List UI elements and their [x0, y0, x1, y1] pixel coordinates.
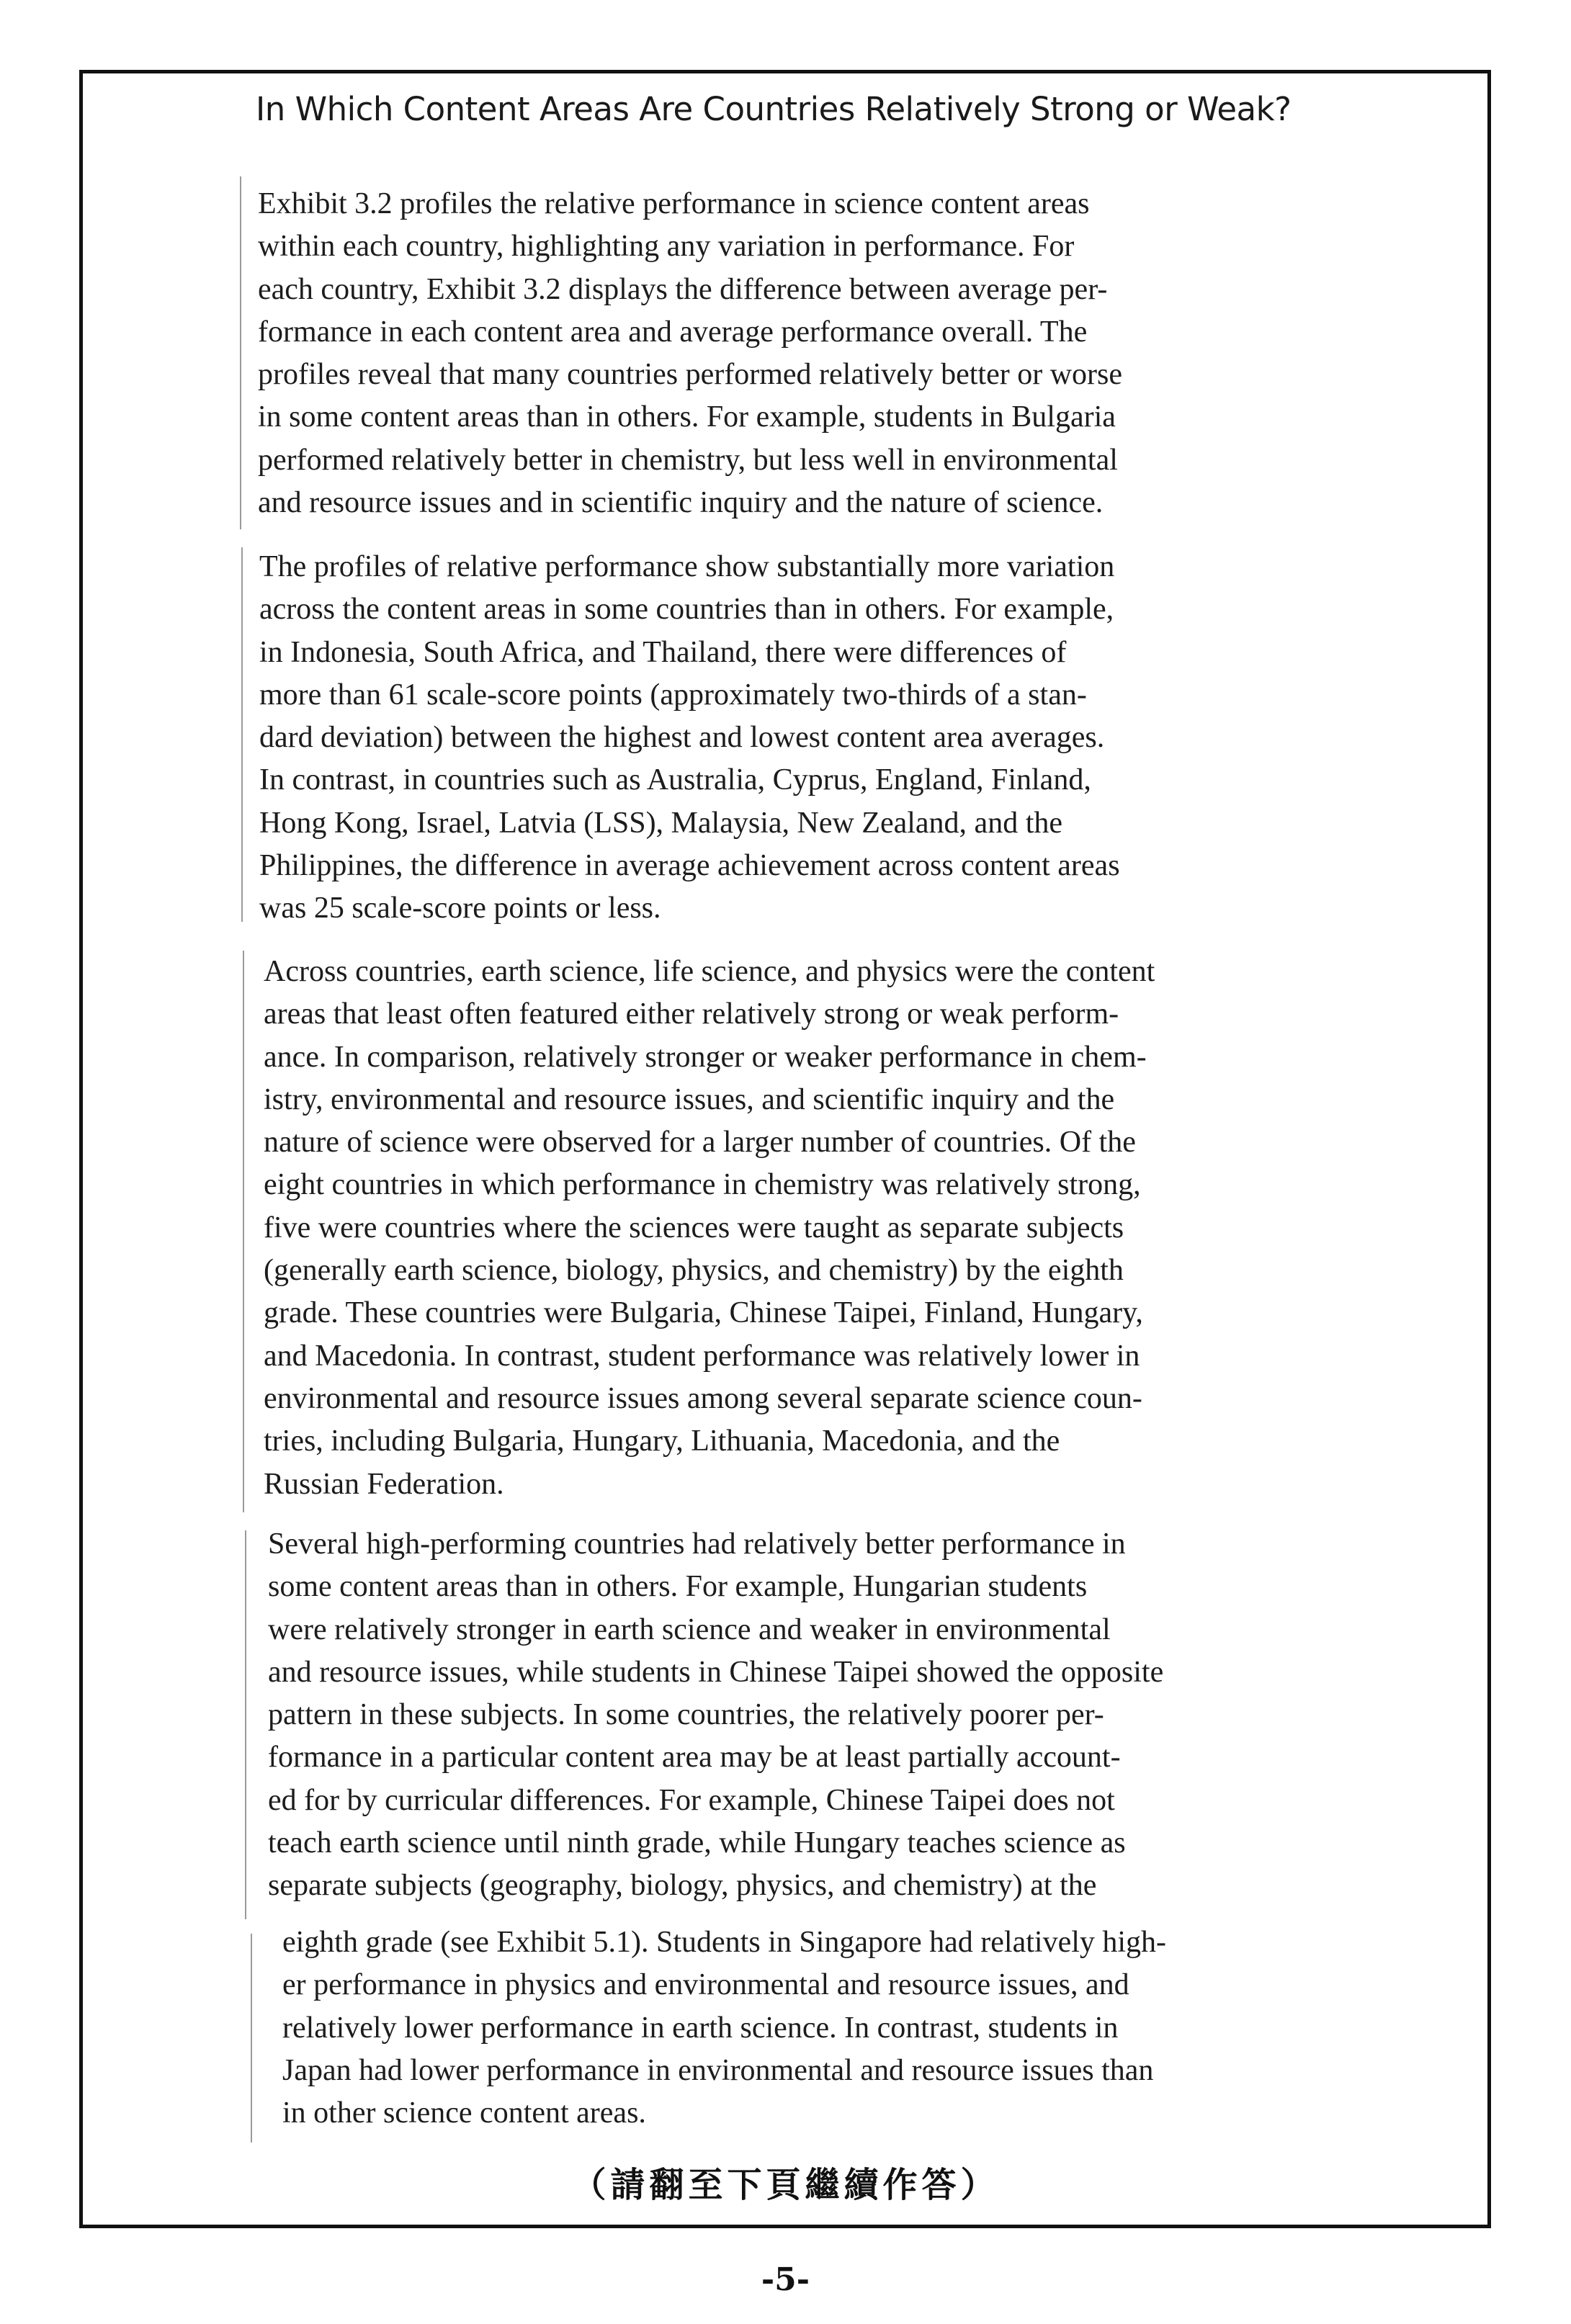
text-line: formance in a particular content area may be at least partially account- [268, 1741, 1121, 1775]
page-number: -5- [761, 2261, 810, 2298]
text-line: in other science content areas. [282, 2096, 646, 2130]
margin-rule [245, 1530, 246, 1919]
text-line: performed relatively better in chemistry, but less well in environmental [258, 443, 1118, 477]
text-line: grade. These countries were Bulgaria, Chinese Taipei, Finland, Hungary, [264, 1296, 1143, 1330]
text-line: er performance in physics and environmental and resource issues, and [282, 1968, 1129, 2002]
text-line: more than 61 scale-score points (approximately two-thirds of a stan- [259, 678, 1087, 712]
text-line: within each country, highlighting any variation in performance. For [258, 230, 1075, 264]
text-line: ance. In comparison, relatively stronger or weaker performance in chem- [264, 1040, 1147, 1074]
text-line: (generally earth science, biology, physics, and chemistry) by the eighth [264, 1254, 1124, 1288]
margin-rule [243, 951, 244, 1512]
text-line: istry, environmental and resource issues, and scientific inquiry and the [264, 1082, 1115, 1116]
text-line: formance in each content area and average performance overall. The [258, 315, 1088, 349]
text-line: ed for by curricular differences. For example, Chinese Taipei does not [268, 1783, 1115, 1817]
body-paragraph [258, 183, 1122, 524]
text-line: environmental and resource issues among several separate science coun- [264, 1381, 1142, 1415]
text-line: and resource issues, while students in Chinese Taipei showed the opposite [268, 1655, 1164, 1689]
continue-instruction: （請翻至下頁繼續作答） [571, 2165, 1000, 2205]
text-line: five were countries where the sciences were taught as separate subjects [264, 1211, 1124, 1244]
text-line: pattern in these subjects. In some countries, the relatively poorer per- [268, 1698, 1104, 1732]
body-paragraph [259, 546, 1120, 930]
text-line: Hong Kong, Israel, Latvia (LSS), Malaysia, New Zealand, and the [259, 806, 1063, 840]
text-line: areas that least often featured either relatively strong or weak perform- [264, 997, 1119, 1031]
text-line: some content areas than in others. For example, Hungarian students [268, 1570, 1088, 1604]
text-line: Across countries, earth science, life science, and physics were the content [264, 955, 1155, 988]
body-paragraph [264, 951, 1155, 1506]
text-line: relatively lower performance in earth science. In contrast, students in [282, 2011, 1119, 2045]
text-line: eight countries in which performance in chemistry was relatively strong, [264, 1168, 1141, 1202]
text-line: in Indonesia, South Africa, and Thailand, there were differences of [259, 635, 1067, 669]
body-paragraph [268, 1523, 1163, 1908]
text-line: tries, including Bulgaria, Hungary, Lithuania, Macedonia, and the [264, 1425, 1060, 1458]
text-line: in some content areas than in others. For example, students in Bulgaria [258, 400, 1116, 434]
text-line: The profiles of relative performance show substantially more variation [259, 550, 1115, 583]
text-line: Exhibit 3.2 profiles the relative performance in science content areas [258, 187, 1090, 220]
section-heading: In Which Content Areas Are Countries Relatively Strong or Weak? [256, 90, 1292, 128]
text-line: across the content areas in some countries than in others. For example, [259, 593, 1114, 627]
text-line: profiles reveal that many countries performed relatively better or worse [258, 358, 1123, 392]
margin-rule [241, 547, 243, 922]
text-line: In contrast, in countries such as Australia, Cyprus, England, Finland, [259, 763, 1091, 797]
text-line: separate subjects (geography, biology, physics, and chemistry) at the [268, 1869, 1097, 1903]
text-line: Several high-performing countries had relatively better performance in [268, 1527, 1126, 1561]
text-line: was 25 scale-score points or less. [259, 892, 661, 925]
text-line: and Macedonia. In contrast, student performance was relatively lower in [264, 1339, 1140, 1373]
margin-rule [251, 1934, 252, 2143]
text-line: Philippines, the difference in average achievement across content areas [259, 849, 1120, 883]
margin-rule [240, 176, 241, 529]
text-line: Russian Federation. [264, 1467, 504, 1501]
body-paragraph [282, 1921, 1166, 2135]
text-line: were relatively stronger in earth science and weaker in environmental [268, 1612, 1111, 1646]
text-line: nature of science were observed for a larger number of countries. Of the [264, 1126, 1136, 1159]
text-line: each country, Exhibit 3.2 displays the difference between average per- [258, 272, 1108, 306]
text-line: and resource issues and in scientific inquiry and the nature of science. [258, 486, 1104, 520]
text-line: Japan had lower performance in environmental and resource issues than [282, 2053, 1154, 2087]
text-line: teach earth science until ninth grade, while Hungary teaches science as [268, 1826, 1126, 1860]
text-line: eighth grade (see Exhibit 5.1). Students in Singapore had relatively high- [282, 1926, 1167, 1959]
text-line: dard deviation) between the highest and lowest content area averages. [259, 721, 1105, 755]
